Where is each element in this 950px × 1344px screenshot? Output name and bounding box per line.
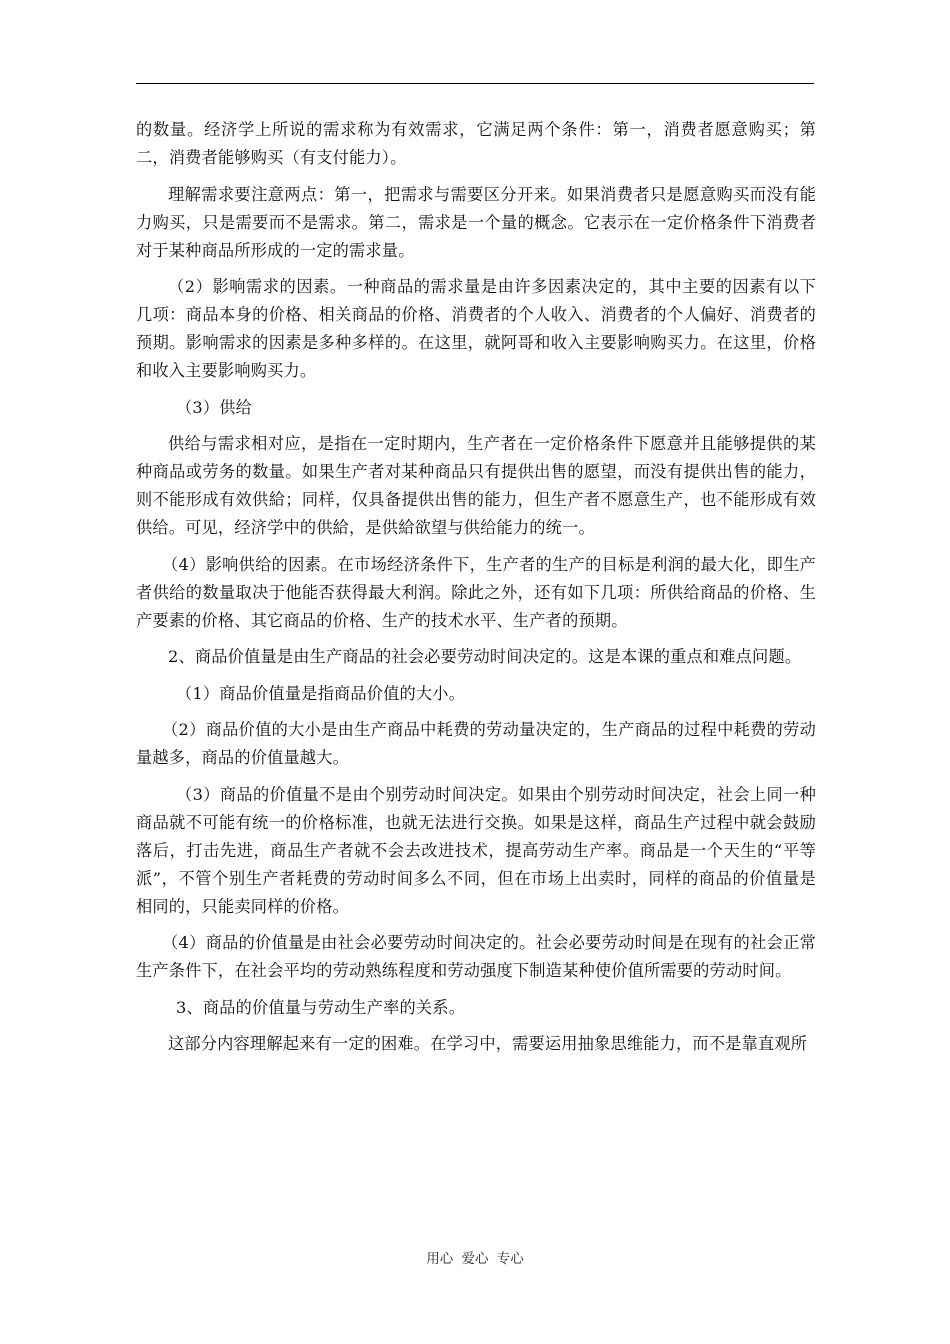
paragraph: 供给与需求相对应，是指在一定时期内，生产者在一定价格条件下愿意并且能够提供的某种商品或劳务的数量。如果生产者对某种商品只有提供出售的愿望，而没有提供出售的能力，则不能形成有效供給；同样，仅具备提供出售的能力，但生产者不愿意生产，也不能形成有效供给。可见，经济学中的供給，是供給欲望与供给能力的统一。: [136, 434, 816, 537]
paragraph: （1）商品价值量是指商品价值的大小。: [176, 683, 466, 703]
header-rule: [136, 83, 814, 84]
paragraph: （2）影响需求的因素。一种商品的需求量是由许多因素决定的，其中主要的因素有以下几项：商品本身的价格、相关商品的价格、消费者的个人收入、消费者的个人偏好、消费者的预期。影响需求的因素是多种多样的。在这里，就阿哥和收入主要影响购买力。在这里，价格和收入主要影响购买力。: [136, 277, 816, 380]
paragraph: 这部分内容理解起来有一定的困难。在学习中，需要运用抽象思维能力，而不是靠直观所: [168, 1034, 808, 1053]
paragraph: 2、商品价值量是由生产商品的社会必要劳动时间决定的。这是本课的重点和难点问题。: [168, 647, 802, 666]
paragraph: 的数量。经济学上所说的需求称为有效需求，它满足两个条件：第一，消费者愿意购买；第二，消费者能够购买（有支付能力）。: [136, 120, 816, 167]
paragraph: 理解需求要注意两点：第一，把需求与需要区分开来。如果消费者只是愿意购买而没有能力购买，只是需要而不是需求。第二，需求是一个量的概念。它表示在一定价格条件下消费者对于某种商品所形成的一定的需求量。: [136, 184, 816, 260]
paragraph-heading: （3）供给: [176, 397, 253, 417]
paragraph: （2）商品价值的大小是由生产商品中耗费的劳动量决定的，生产商品的过程中耗费的劳动量越多，商品的价值量越大。: [136, 720, 816, 767]
page-footer: 用心 爱心 专心: [426, 1251, 524, 1267]
paragraph: （3）商品的价值量不是由个别劳动时间决定。如果由个别劳动时间决定，社会上同一种商品就不可能有统一的价格标准，也就无法进行交换。如果是这样，商品生产过程中就会鼓励落后，打击先进，商品生产者就不会去改进技术，提高劳动生产率。商品是一个天生的“平等派”，不管个别生产者耗费的劳动时间多么不同，但在市场上出卖时，同样的商品的价值量是相同的，只能卖同样的价格。: [136, 784, 816, 916]
paragraph: （4）影响供给的因素。在市场经济条件下，生产者的生产的目标是利润的最大化，即生产者供给的数量取决于他能否获得最大利润。除此之外，还有如下几项：所供给商品的价格、生产要素的价格、其它商品的价格、生产的技术水平、生产者的预期。: [136, 554, 816, 630]
document-body: [136, 116, 816, 1067]
paragraph-heading: 3、商品的价值量与劳动生产率的关系。: [176, 997, 466, 1017]
paragraph: （4）商品的价值量是由社会必要劳动时间决定的。社会必要劳动时间是在现有的社会正常生产条件下，在社会平均的劳动熟练程度和劳动强度下制造某种使价值所需要的劳动时间。: [136, 933, 816, 980]
